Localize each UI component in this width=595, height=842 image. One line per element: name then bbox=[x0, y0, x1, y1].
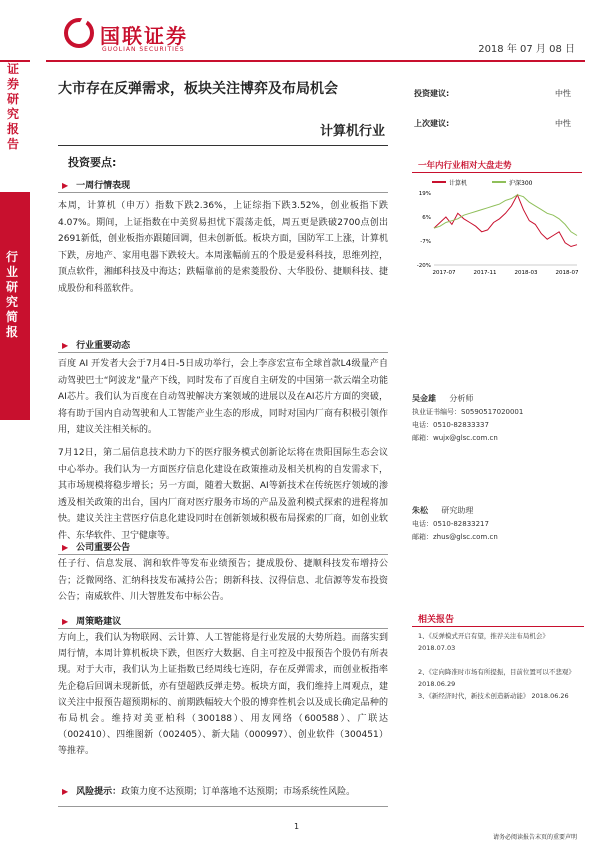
y-tick-label: -20% bbox=[416, 263, 431, 269]
logo-icon bbox=[64, 18, 94, 48]
y-tick-label: -7% bbox=[420, 239, 431, 245]
report-date: 2018 年 07 月 08 日 bbox=[478, 44, 575, 55]
y-tick-label: 6% bbox=[422, 215, 431, 221]
report-title: 大市存在反弹需求，板块关注博弈及布局机会 bbox=[58, 81, 338, 97]
x-tick-label: 2018-03 bbox=[514, 270, 538, 276]
header-rule bbox=[46, 60, 585, 62]
paragraph: 任子行、信息发展、润和软件等发布业绩预告；捷成股份、捷顺科技发布增持公告；泛微网络、汇纳科技发布减持公告；朗新科技、汉得信息、北信源等发布投资公告；南威软件、川大智胜发布中标公告。 bbox=[58, 559, 388, 602]
related-title: 相关报告 bbox=[418, 615, 455, 625]
logo-english: GUOLIAN SECURITIES bbox=[102, 46, 185, 53]
analyst-email: 邮箱：zhus@glsc.com.cn bbox=[412, 533, 498, 541]
triangle-icon: ▶ bbox=[62, 617, 69, 626]
related-rule bbox=[412, 626, 584, 627]
triangle-icon: ▶ bbox=[62, 787, 69, 796]
section-rule bbox=[58, 192, 388, 193]
legend bbox=[432, 179, 533, 187]
related-item[interactable]: 3、《新经济时代，新技术创造新动能》 2018.06.26 bbox=[418, 692, 569, 700]
section-heading: ▶ 一周行情表现 bbox=[62, 181, 131, 191]
x-tick-label: 2017-11 bbox=[473, 270, 497, 276]
legend-label-computer: 计算机 bbox=[449, 180, 468, 187]
section-rule bbox=[58, 628, 388, 629]
risk-note: ▶ 风险提示：政策力度不达预期；订单落地不达预期；市场系统性风险。 bbox=[62, 787, 356, 797]
related-item[interactable]: 2、《定向降准时市场有所提振，目前位置可以不悲观》 2018.06.29 bbox=[418, 668, 575, 688]
analyst-role: 分析师 bbox=[449, 394, 474, 403]
triangle-icon: ▶ bbox=[62, 181, 69, 190]
analyst-phone: 电话：0510-82833337 bbox=[412, 421, 489, 429]
analyst-license: 执业证书编号：S0590517020001 bbox=[412, 408, 524, 416]
main-heading: 投资要点: bbox=[68, 156, 117, 169]
section-heading: ▶ 周策略建议 bbox=[62, 617, 122, 627]
analyst-block bbox=[412, 504, 498, 544]
disclaimer: 请务必阅读报告末页的重要声明 bbox=[492, 834, 577, 841]
series-line-computer bbox=[434, 195, 577, 247]
section-rule bbox=[58, 554, 388, 555]
x-tick-label: 2017-07 bbox=[432, 270, 456, 276]
triangle-icon: ▶ bbox=[62, 543, 69, 552]
logo-text: 国联证券 bbox=[100, 24, 188, 48]
section-heading: ▶ 行业重要动态 bbox=[62, 341, 131, 351]
rating-current-label: 投资建议: bbox=[414, 89, 450, 98]
chart-title: 一年内行业相对大盘走势 bbox=[418, 161, 512, 171]
paragraph: 方向上，我们认为物联网、云计算、人工智能将是行业发展的大势所趋。而落实到周行情，本周计算机板块下跌，但医疗大数据、自主可控及中报预告个股仍有所表现。对于大市，我们认为上证指数已经周线七连阴，存在反弹需求，而创业板指率先企稳后回调未现新低，亦有望超跌反弹走势。板块方面，我们维持上周观点，建议关注中报预告超预期标的、前期跌幅较大个股的博弈性机会以及成长确定品种的布局机会。维持对美亚柏科（300188）、用友网络（600588）、广联达（002410）、四维图新（002405）、新大陆（000997）、创业软件（300451）等推荐。 bbox=[58, 633, 388, 757]
sidebar-report-type: 证券研究报告 bbox=[0, 62, 30, 192]
rating-previous-label: 上次建议: bbox=[414, 119, 450, 128]
section-rule bbox=[58, 352, 388, 353]
industry-name: 计算机行业 bbox=[319, 124, 385, 139]
section-heading: ▶ 公司重要公告 bbox=[62, 543, 131, 553]
analyst-name: 吴金雄 bbox=[412, 394, 436, 403]
section-rule bbox=[58, 806, 388, 807]
paragraph: 7月12日，第二届信息技术助力下的医疗服务模式创新论坛将在贵阳国际生态会议中心举办。我们认为一方面医疗信息化建设在政策推动及相关机构的自发需求下，其市场规模将稳步增长；另一方面，随着大数据、AI等新技术在传统医疗领域的渗透及相关政策的出台，国内厂商对医疗服务市场的产品及盈利模式探索的进程将加快。建议关注主营医疗信息化建设同时在创新领域积极布局探索的厂商，如创业软件、东华软件、卫宁健康等。 bbox=[58, 448, 388, 541]
analyst-role: 研究助理 bbox=[441, 506, 474, 515]
title-divider bbox=[58, 145, 388, 146]
page-number: 1 bbox=[294, 822, 300, 831]
analyst-block bbox=[412, 392, 523, 445]
legend-label-hs300: 沪深300 bbox=[509, 180, 533, 187]
sidebar-category: 行业研究简报 bbox=[6, 250, 19, 339]
analyst-name: 朱松 bbox=[412, 506, 428, 515]
line-chart bbox=[412, 173, 582, 283]
related-item[interactable]: 1、《反弹模式开启有望，推荐关注布局机会》 2018.07.03 bbox=[418, 632, 549, 652]
chart-area bbox=[412, 172, 582, 283]
paragraph: 百度 AI 开发者大会于7月4日-5日成功举行，会上李彦宏宣布全球首款L4级量产自动驾驶巴士“阿波龙”量产下线，同时发布了百度自主研发的中国第一款云端全功能AI芯片。我们认为百度在自动驾驶解决方案领域的进展以及在AI芯片方面的突破，将有助于国内自动驾驶和人工智能产业生态的形成，同时对国内厂商有积极引领作用，建议关注相关标的。 bbox=[58, 359, 388, 435]
analyst-phone: 电话：0510-82833217 bbox=[412, 520, 489, 528]
analyst-email: 邮箱：wujx@glsc.com.cn bbox=[412, 434, 498, 442]
paragraph: 本周，计算机（申万）指数下跌2.36%，上证综指下跌3.52%，创业板指下跌4.07%。期间，上证指数在中美贸易担忧下震荡走低，周五更是跌破2700点创出2691新低，创业板指亦跟随回调，但未创新低。板块方面，国防军工上涨，计算机下跌，房地产、家用电器下跌较大。本周涨幅前五的个股是爱科科技，思维列控，顶点软件，湘邮科技及中海达；跌幅靠前的是索菱股份、大华股份、捷顺科技、捷成股份和科蓝软件。 bbox=[58, 201, 388, 294]
series-line-hs300 bbox=[434, 195, 577, 236]
rating-current-value: 中性 bbox=[555, 89, 571, 98]
y-tick-label: 19% bbox=[418, 191, 431, 197]
rating-previous-value: 中性 bbox=[555, 119, 571, 128]
triangle-icon: ▶ bbox=[62, 341, 69, 350]
x-tick-label: 2018-07 bbox=[555, 270, 579, 276]
